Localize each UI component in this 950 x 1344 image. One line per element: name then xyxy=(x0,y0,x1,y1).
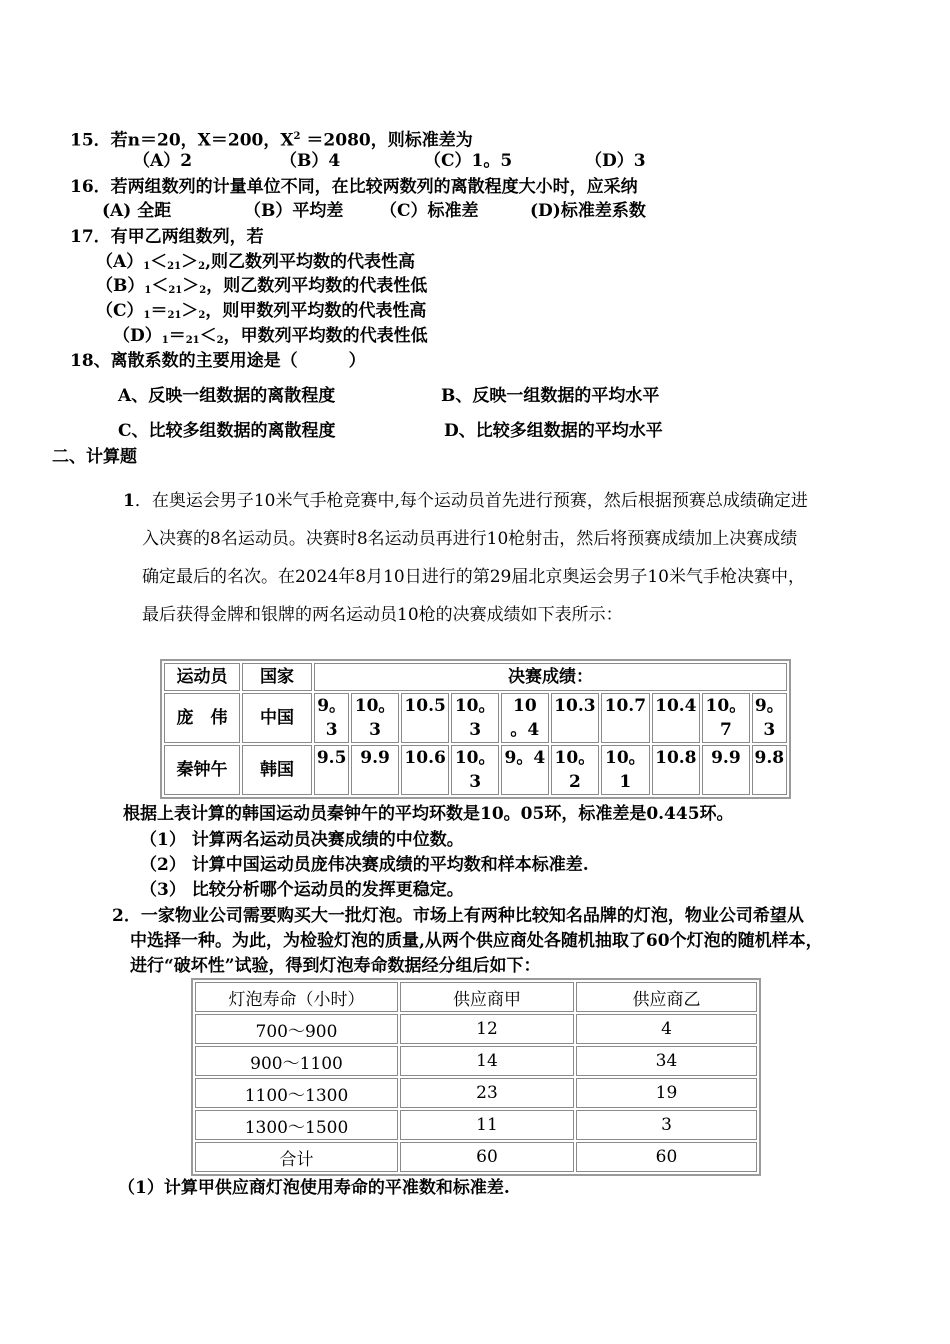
athlete-name: 庞 伟 xyxy=(164,693,240,743)
section-title: 二、计算题 xyxy=(52,447,137,467)
supplier-b-count: 3 xyxy=(576,1110,757,1140)
q15-option-b: （B）4 xyxy=(280,151,341,171)
supplier-a-count: 11 xyxy=(400,1110,574,1140)
supplier-a-total: 60 xyxy=(400,1142,574,1172)
p1-line-4: 最后获得金牌和银牌的两名运动员10枪的决赛成绩如下表所示： xyxy=(142,605,623,625)
q17-option-b: $(B)_1<_{21}>_2$，则乙数列平均数的代表性低 xyxy=(96,276,428,296)
score-cell: 9。 3 xyxy=(314,693,349,743)
q16-option-a: (A) 全距 xyxy=(102,201,172,221)
score-cell: 10。 3 xyxy=(451,745,499,795)
score-cell: 10。 1 xyxy=(601,745,649,795)
score-cell: 10。 7 xyxy=(702,693,750,743)
score-cell: 9。 3 xyxy=(752,693,787,743)
lifetime-range: 1100～1300 xyxy=(195,1078,398,1108)
score-cell: 9.5 xyxy=(314,745,349,795)
supplier-b-count: 34 xyxy=(576,1046,757,1076)
supplier-a-count: 12 xyxy=(400,1014,574,1044)
score-cell: 10 。4 xyxy=(501,693,549,743)
lifetime-range: 1300～1500 xyxy=(195,1110,398,1140)
header-lifetime: 灯泡寿命（小时） xyxy=(195,982,398,1012)
p1-line-2: 入决赛的8名运动员。决赛时8名运动员再进行10枪射击，然后将预赛成绩加上决赛成绩 xyxy=(142,529,798,549)
q17-stem: 17．有甲乙两组数列，若 xyxy=(70,227,264,247)
lifetime-range: 900～1100 xyxy=(195,1046,398,1076)
shooting-scores-table xyxy=(160,659,791,799)
p2-line-1: 2．一家物业公司需要购买大一批灯泡。市场上有两种比较知名品牌的灯泡，物业公司希望从 xyxy=(112,906,804,926)
q15-option-c: （C）1。5 xyxy=(424,151,513,171)
q18-option-d: D、比较多组数据的平均水平 xyxy=(444,421,663,441)
q18-option-c: C、比较多组数据的离散程度 xyxy=(118,421,336,441)
p1-sub-2: （2） 计算中国运动员庞伟决赛成绩的平均数和样本标准差. xyxy=(140,855,589,875)
q16-option-b: （B）平均差 xyxy=(244,201,344,221)
score-cell: 9.8 xyxy=(752,745,787,795)
header-final-scores: 决赛成绩： xyxy=(314,663,787,691)
p1-line-1: 1．在奥运会男子10米气手枪竞赛中,每个运动员首先进行预赛，然后根据预赛总成绩确定进 xyxy=(123,491,808,511)
q16-option-d: (D)标准差系数 xyxy=(530,201,646,221)
athlete-name: 秦钟午 xyxy=(164,745,240,795)
bulb-lifetime-table xyxy=(191,978,761,1176)
q16-stem: 16．若两组数列的计量单位不同，在比较两数列的离散程度大小时，应采纳 xyxy=(70,177,638,197)
score-cell: 10.5 xyxy=(401,693,449,743)
athlete-country: 中国 xyxy=(242,693,312,743)
score-cell: 10.3 xyxy=(551,693,599,743)
header-athlete: 运动员 xyxy=(164,663,240,691)
p1-sub-3: （3） 比较分析哪个运动员的发挥更稳定。 xyxy=(140,880,464,900)
q15-option-d: （D）3 xyxy=(585,151,646,171)
p1-note: 根据上表计算的韩国运动员秦钟午的平均环数是10。05环，标准差是0.445环。 xyxy=(123,804,734,824)
header-country: 国家 xyxy=(242,663,312,691)
table-row xyxy=(195,1142,757,1172)
supplier-a-count: 14 xyxy=(400,1046,574,1076)
q18-stem: 18、离散系数的主要用途是（ ） xyxy=(70,351,366,371)
q16-option-c: （C）标准差 xyxy=(380,201,479,221)
q15-option-a: （A）2 xyxy=(133,151,193,171)
q17-option-a: $(A)_1<_{21}>_2$,则乙数列平均数的代表性高 xyxy=(96,252,415,272)
q17-option-d: $(D)_1=_{21}<_2$，甲数列平均数的代表性低 xyxy=(113,326,428,346)
score-cell: 10。 3 xyxy=(351,693,399,743)
table-row xyxy=(195,1078,757,1108)
score-cell: 10.8 xyxy=(652,745,700,795)
supplier-b-count: 19 xyxy=(576,1078,757,1108)
score-cell: 10.4 xyxy=(652,693,700,743)
athlete-country: 韩国 xyxy=(242,745,312,795)
supplier-b-total: 60 xyxy=(576,1142,757,1172)
header-supplier-b: 供应商乙 xyxy=(576,982,757,1012)
table-row xyxy=(164,693,787,743)
table-row xyxy=(164,745,787,795)
score-cell: 10.6 xyxy=(401,745,449,795)
p2-sub-1: （1）计算甲供应商灯泡使用寿命的平准数和标准差. xyxy=(118,1178,510,1198)
p2-line-3: 进行“破坏性”试验，得到灯泡寿命数据经分组后如下： xyxy=(130,956,541,976)
p2-line-2: 中选择一种。为此，为检验灯泡的质量,从两个供应商处各随机抽取了60个灯泡的随机样本， xyxy=(130,931,823,951)
p1-line-3: 确定最后的名次。在2024年8月10日进行的第29届北京奥运会男子10米气手枪决赛中， xyxy=(142,567,805,587)
q17-option-c: $(C)_1=_{21}>_2$，则甲数列平均数的代表性高 xyxy=(96,301,427,321)
q15-stem: 15．若n＝20，X＝200，$X^2 =2080$，则标准差为 xyxy=(70,130,473,151)
p1-sub-1: （1） 计算两名运动员决赛成绩的中位数。 xyxy=(140,830,464,850)
supplier-a-count: 23 xyxy=(400,1078,574,1108)
score-cell: 9.9 xyxy=(351,745,399,795)
total-label: 合计 xyxy=(195,1142,398,1172)
score-cell: 10.7 xyxy=(601,693,649,743)
supplier-b-count: 4 xyxy=(576,1014,757,1044)
lifetime-range: 700～900 xyxy=(195,1014,398,1044)
score-cell: 10。 2 xyxy=(551,745,599,795)
q18-option-b: B、反映一组数据的平均水平 xyxy=(441,386,660,406)
table-row xyxy=(195,1110,757,1140)
table-row xyxy=(195,1046,757,1076)
score-cell: 10。 3 xyxy=(451,693,499,743)
score-cell: 9.9 xyxy=(702,745,750,795)
q18-option-a: A、反映一组数据的离散程度 xyxy=(118,386,336,406)
header-supplier-a: 供应商甲 xyxy=(400,982,574,1012)
score-cell: 9。4 xyxy=(501,745,549,795)
table-row xyxy=(195,1014,757,1044)
